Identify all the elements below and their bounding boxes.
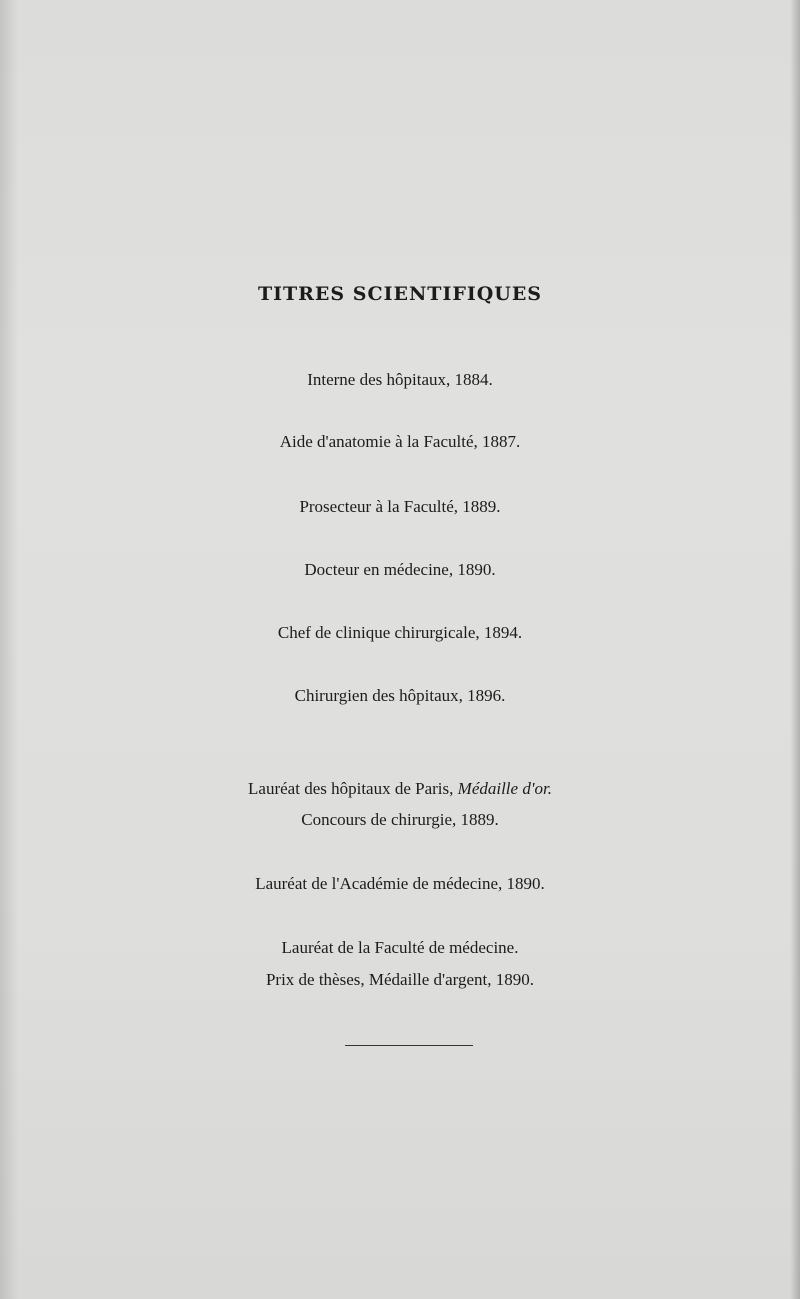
laureat-academie: Lauréat de l'Académie de médecine, 1890. bbox=[255, 874, 545, 893]
laureat-faculte-line2: Prix de thèses, Médaille d'argent, 1890. bbox=[265, 970, 535, 989]
entry-chef-clinique: Chef de clinique chirurgicale, 1894. bbox=[277, 623, 523, 642]
entry-interne: Interne des hôpitaux, 1884. bbox=[307, 370, 493, 389]
laureat-paris-medal: Médaille d'or. bbox=[457, 779, 552, 798]
entry-chirurgien: Chirurgien des hôpitaux, 1896. bbox=[294, 686, 506, 705]
closing-rule bbox=[345, 1045, 473, 1046]
laureat-faculte-line1: Lauréat de la Faculté de médecine. bbox=[281, 938, 519, 957]
laureat-paris-concours: Concours de chirurgie, 1889. bbox=[301, 810, 499, 829]
entry-aide-anatomie: Aide d'anatomie à la Faculté, 1887. bbox=[279, 432, 521, 451]
entry-docteur: Docteur en médecine, 1890. bbox=[304, 560, 496, 579]
laureat-paris-line bbox=[0, 779, 800, 799]
entry-prosecteur: Prosecteur à la Faculté, 1889. bbox=[299, 497, 501, 516]
page-title: TITRES SCIENTIFIQUES bbox=[257, 283, 543, 305]
laureat-paris-text: Lauréat des hôpitaux de Paris, bbox=[248, 779, 454, 798]
left-edge-shadow bbox=[0, 0, 18, 1299]
right-edge-shadow bbox=[790, 0, 800, 1299]
